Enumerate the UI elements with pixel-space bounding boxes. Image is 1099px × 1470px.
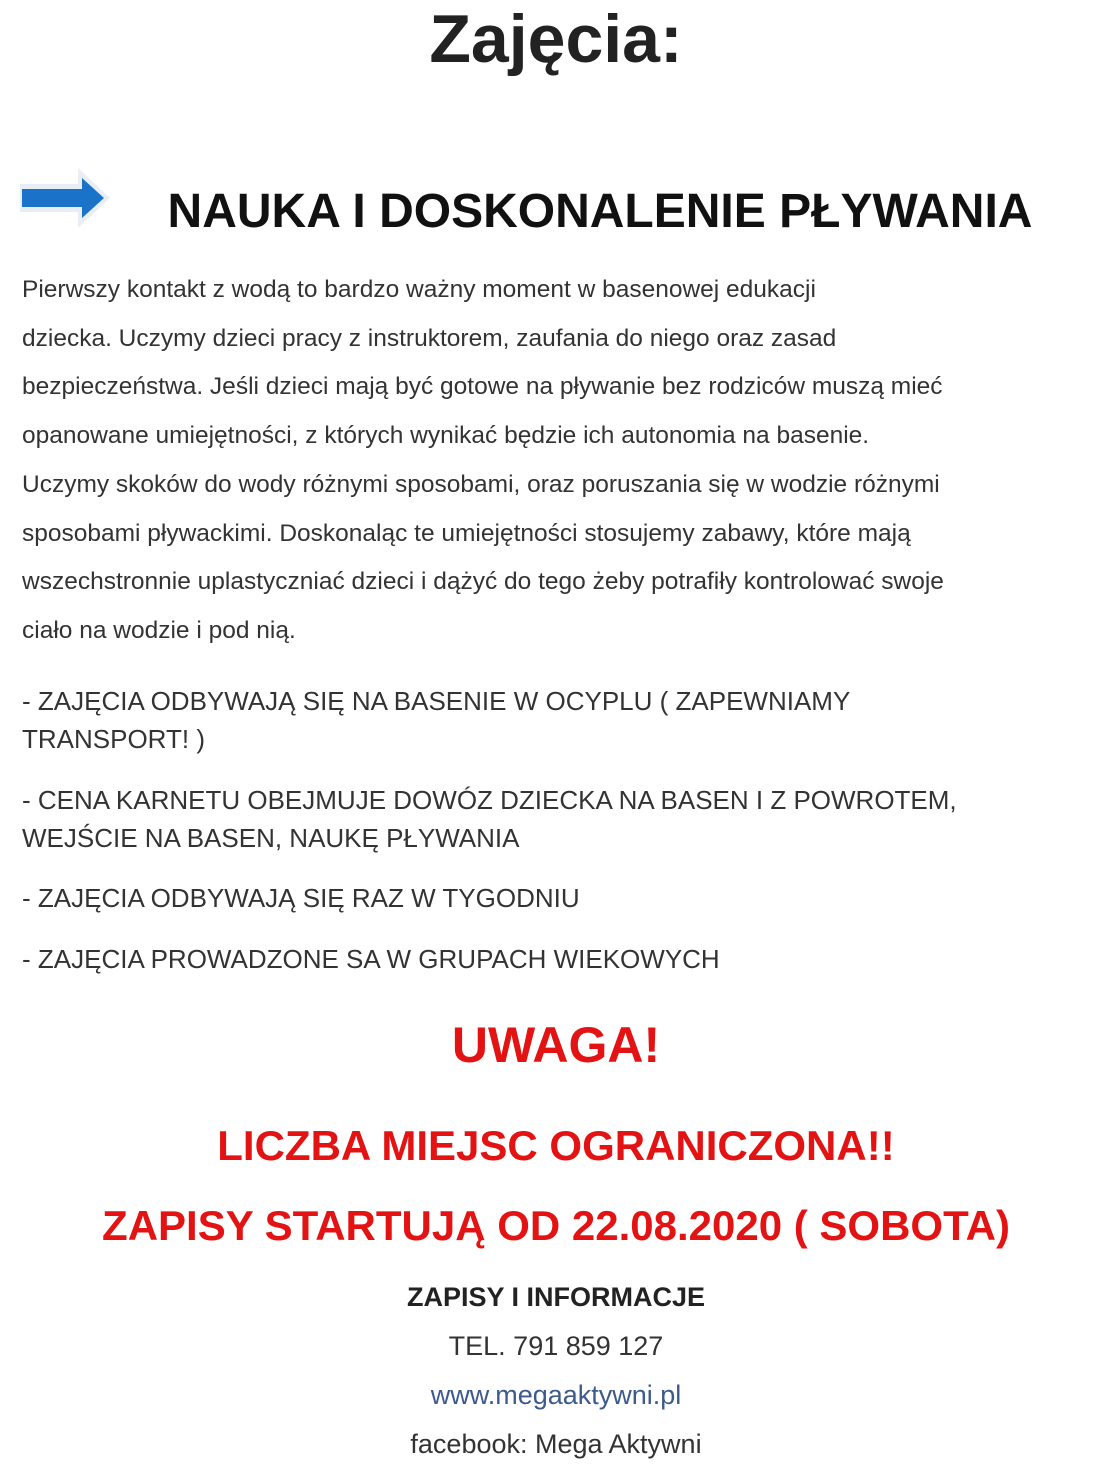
bullet-line: TRANSPORT! ) xyxy=(22,724,205,754)
bullet-line: - ZAJĘCIA ODBYWAJĄ SIĘ NA BASENIE W OCYPLU ( ZAPEWNIAMY xyxy=(22,686,851,716)
bullet-line: - ZAJĘCIA PROWADZONE SA W GRUPACH WIEKOWYCH xyxy=(22,944,720,974)
limited-places-notice: LICZBA MIEJSC OGRANICZONA!! xyxy=(217,1122,895,1169)
intro-line: Uczymy skoków do wody różnymi sposobami, oraz poruszania się w wodzie różnymi xyxy=(22,470,940,498)
page-title: Zajęcia: xyxy=(429,1,683,77)
warning-heading: UWAGA! xyxy=(451,1017,661,1073)
contact-phone: TEL. 791 859 127 xyxy=(448,1331,664,1361)
bullet-line: WEJŚCIE NA BASEN, NAUKĘ PŁYWANIA xyxy=(22,823,520,853)
intro-line: bezpieczeństwa. Jeśli dzieci mają być gotowe na pływanie bez rodziców muszą mieć xyxy=(22,373,943,401)
intro-paragraph xyxy=(22,266,1094,656)
bullet-item xyxy=(22,940,1082,978)
contact-heading: ZAPISY I INFORMACJE xyxy=(406,1282,706,1312)
contact-website-row xyxy=(0,1378,1099,1412)
bullet-line: - ZAJĘCIA ODBYWAJĄ SIĘ RAZ W TYGODNIU xyxy=(22,883,580,913)
section-title: NAUKA I DOSKONALENIE PŁYWANIA xyxy=(167,185,1033,238)
bullet-item xyxy=(22,879,1082,917)
intro-line: Pierwszy kontakt z wodą to bardzo ważny moment w basenowej edukacji xyxy=(22,276,816,303)
intro-line: sposobami pływackimi. Doskonaląc te umiejętności stosujemy zabawy, które mają xyxy=(22,519,911,547)
registration-start-notice: ZAPISY STARTUJĄ OD 22.08.2020 ( SOBOTA) xyxy=(102,1202,1010,1249)
bullet-item xyxy=(22,682,1082,758)
intro-line: opanowane umiejętności, z których wynikać będzie ich autonomia na basenie. xyxy=(22,422,870,450)
right-arrow-icon xyxy=(16,164,112,232)
website-link[interactable]: www.megaaktywni.pl xyxy=(430,1380,682,1410)
intro-line: ciało na wodzie i pod nią. xyxy=(22,616,296,644)
bullet-item xyxy=(22,781,1082,857)
intro-line: dziecka. Uczymy dzieci pracy z instruktorem, zaufania do niego oraz zasad xyxy=(22,324,837,352)
bullet-line: - CENA KARNETU OBEJMUJE DOWÓZ DZIECKA NA BASEN I Z POWROTEM, xyxy=(22,785,957,815)
contact-facebook: facebook: Mega Aktywni xyxy=(410,1429,702,1459)
intro-line: wszechstronnie uplastyczniać dzieci i dążyć do tego żeby potrafiły kontrolować swoje xyxy=(22,568,944,596)
